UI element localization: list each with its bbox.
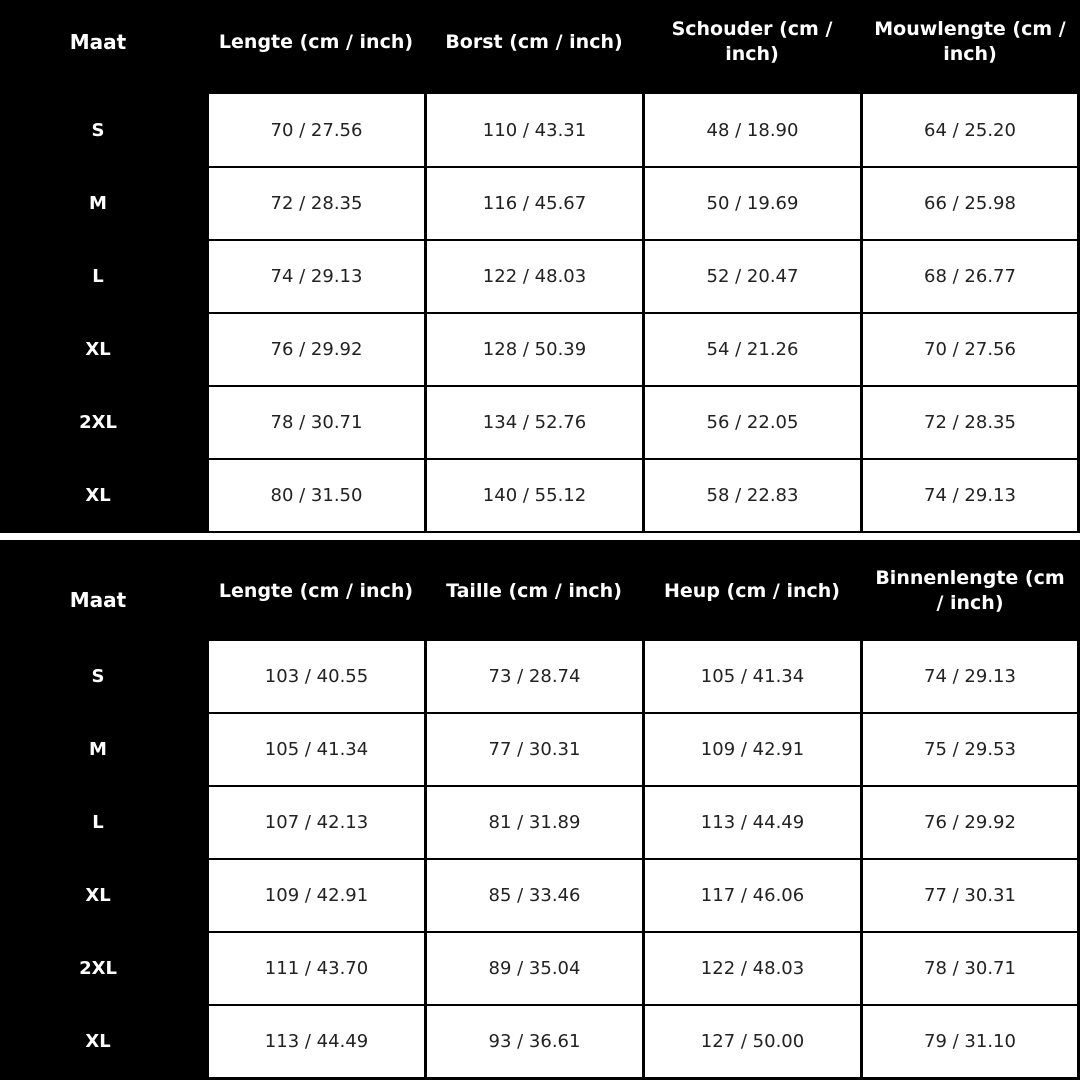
size-table-top	[0, 0, 1080, 533]
header-cell-inseam: Binnenlengte (cm / inch)	[875, 567, 1065, 614]
table-cell: 79 / 31.10	[863, 1006, 1077, 1077]
table-cell: 78 / 30.71	[863, 933, 1077, 1004]
row-label-size: L	[92, 266, 104, 287]
table-cell: 54 / 21.26	[645, 314, 860, 385]
table-cell: 66 / 25.98	[863, 168, 1077, 239]
table-cell: 78 / 30.71	[209, 387, 424, 458]
table-cell: 48 / 18.90	[645, 94, 860, 166]
table-cell: 107 / 42.13	[209, 787, 424, 858]
table-cell: 74 / 29.13	[863, 641, 1077, 712]
table-cell: 134 / 52.76	[427, 387, 642, 458]
header-cell-size: Maat	[69, 587, 127, 612]
header-cell-sleeve-length: Mouwlengte (cm / inch)	[874, 18, 1066, 65]
header-cell-waist: Taille (cm / inch)	[446, 579, 622, 602]
table-cell: 122 / 48.03	[427, 241, 642, 312]
header-cell-shoulder: Schouder (cm / inch)	[671, 18, 833, 65]
table-cell: 109 / 42.91	[209, 860, 424, 931]
table-cell: 72 / 28.35	[209, 168, 424, 239]
table-cell: 52 / 20.47	[645, 241, 860, 312]
table-cell: 103 / 40.55	[209, 641, 424, 712]
row-label-size: S	[91, 119, 105, 141]
table-cell: 111 / 43.70	[209, 933, 424, 1004]
table-cell: 85 / 33.46	[427, 860, 642, 931]
table-cell: 116 / 45.67	[427, 168, 642, 239]
table-cell: 80 / 31.50	[209, 460, 424, 531]
table-cell: 127 / 50.00	[645, 1006, 860, 1077]
table-cell: 81 / 31.89	[427, 787, 642, 858]
table-cell: 105 / 41.34	[209, 714, 424, 785]
header-cell-chest: Borst (cm / inch)	[445, 30, 623, 53]
table-cell: 122 / 48.03	[645, 933, 860, 1004]
table-cell: 64 / 25.20	[863, 94, 1077, 166]
row-label-size: 2XL	[79, 412, 117, 433]
row-label-size: M	[89, 193, 107, 214]
table-cell: 68 / 26.77	[863, 241, 1077, 312]
table-cell: 76 / 29.92	[209, 314, 424, 385]
table-cell: 70 / 27.56	[863, 314, 1077, 385]
table-cell: 50 / 19.69	[645, 168, 860, 239]
size-table-bottom	[0, 540, 1080, 1080]
table-cell: 73 / 28.74	[427, 641, 642, 712]
table-cell: 128 / 50.39	[427, 314, 642, 385]
table-cell: 109 / 42.91	[645, 714, 860, 785]
table-cell: 58 / 22.83	[645, 460, 860, 531]
table-cell: 113 / 44.49	[645, 787, 860, 858]
row-label-size: L	[92, 812, 104, 833]
table-cell: 72 / 28.35	[863, 387, 1077, 458]
table-cell: 74 / 29.13	[863, 460, 1077, 531]
table-cell: 110 / 43.31	[427, 94, 642, 166]
row-label-size: XL	[85, 885, 111, 906]
row-label-size: S	[91, 666, 105, 687]
table-cell: 117 / 46.06	[645, 860, 860, 931]
row-label-size: XL	[85, 339, 111, 360]
table-cell: 105 / 41.34	[645, 641, 860, 712]
row-label-size: XL	[85, 1031, 111, 1052]
table-cell: 56 / 22.05	[645, 387, 860, 458]
table-divider	[0, 533, 1080, 540]
table-cell: 89 / 35.04	[427, 933, 642, 1004]
table-cell: 140 / 55.12	[427, 460, 642, 531]
table-cell: 74 / 29.13	[209, 241, 424, 312]
table-cell: 77 / 30.31	[427, 714, 642, 785]
table-cell: 75 / 29.53	[863, 714, 1077, 785]
header-cell-length: Lengte (cm / inch)	[218, 30, 414, 53]
row-label-size: 2XL	[79, 958, 117, 979]
table-cell: 93 / 36.61	[427, 1006, 642, 1077]
table-cell: 76 / 29.92	[863, 787, 1077, 858]
row-label-size: XL	[85, 485, 111, 506]
table-cell: 70 / 27.56	[209, 94, 424, 166]
table-cell: 77 / 30.31	[863, 860, 1077, 931]
header-cell-size: Maat	[69, 29, 127, 54]
table-cell: 113 / 44.49	[209, 1006, 424, 1077]
row-label-size: M	[89, 739, 107, 760]
header-cell-length: Lengte (cm / inch)	[218, 579, 414, 602]
header-cell-hip: Heup (cm / inch)	[664, 579, 840, 602]
